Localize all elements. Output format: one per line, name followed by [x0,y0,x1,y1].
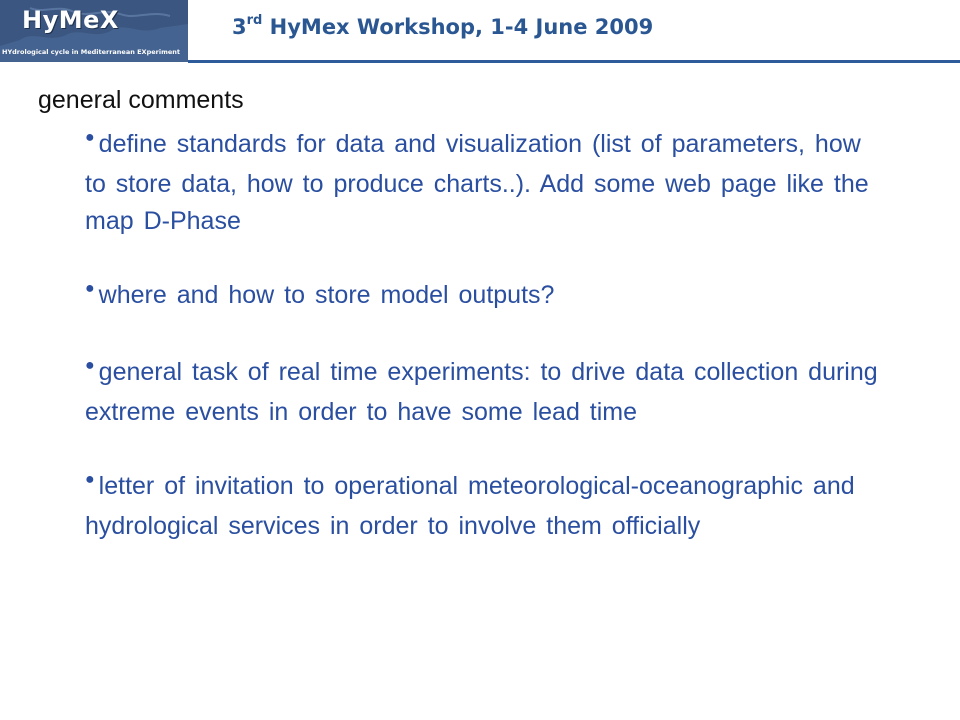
title-superscript: rd [246,13,263,28]
bullet-item [85,277,885,317]
title-rest: HyMex Workshop, 1-4 June 2009 [262,15,654,39]
bullet-list [85,126,885,582]
workshop-title [232,15,653,39]
logo-tagline: HYdrological cycle in Mediterranean EXperiment [2,48,180,56]
bullet-dot-icon: ● [85,471,95,488]
bullet-text: define standards for data and visualization (list of parameters, how to store data, how to produce charts..). Add some web page like the map D-Phase [85,130,869,235]
slide-header [0,0,960,64]
bullet-item [85,126,885,240]
bullet-dot-icon: ● [85,357,95,374]
header-divider [188,60,960,63]
logo-name: HyMeX [22,6,119,34]
bullet-item [85,354,885,431]
bullet-item [85,468,885,545]
section-heading: general comments [38,86,244,114]
bullet-dot-icon: ● [85,129,95,146]
hymex-logo [0,0,188,62]
bullet-text: where and how to store model outputs? [98,281,555,309]
bullet-text: general task of real time experiments: to drive data collection during extreme events in order to have some lead time [85,358,878,426]
bullet-dot-icon: ● [85,280,95,297]
bullet-text: letter of invitation to operational meteorological-oceanographic and hydrological services in order to involve them officially [85,472,855,540]
title-prefix: 3 [232,15,247,39]
